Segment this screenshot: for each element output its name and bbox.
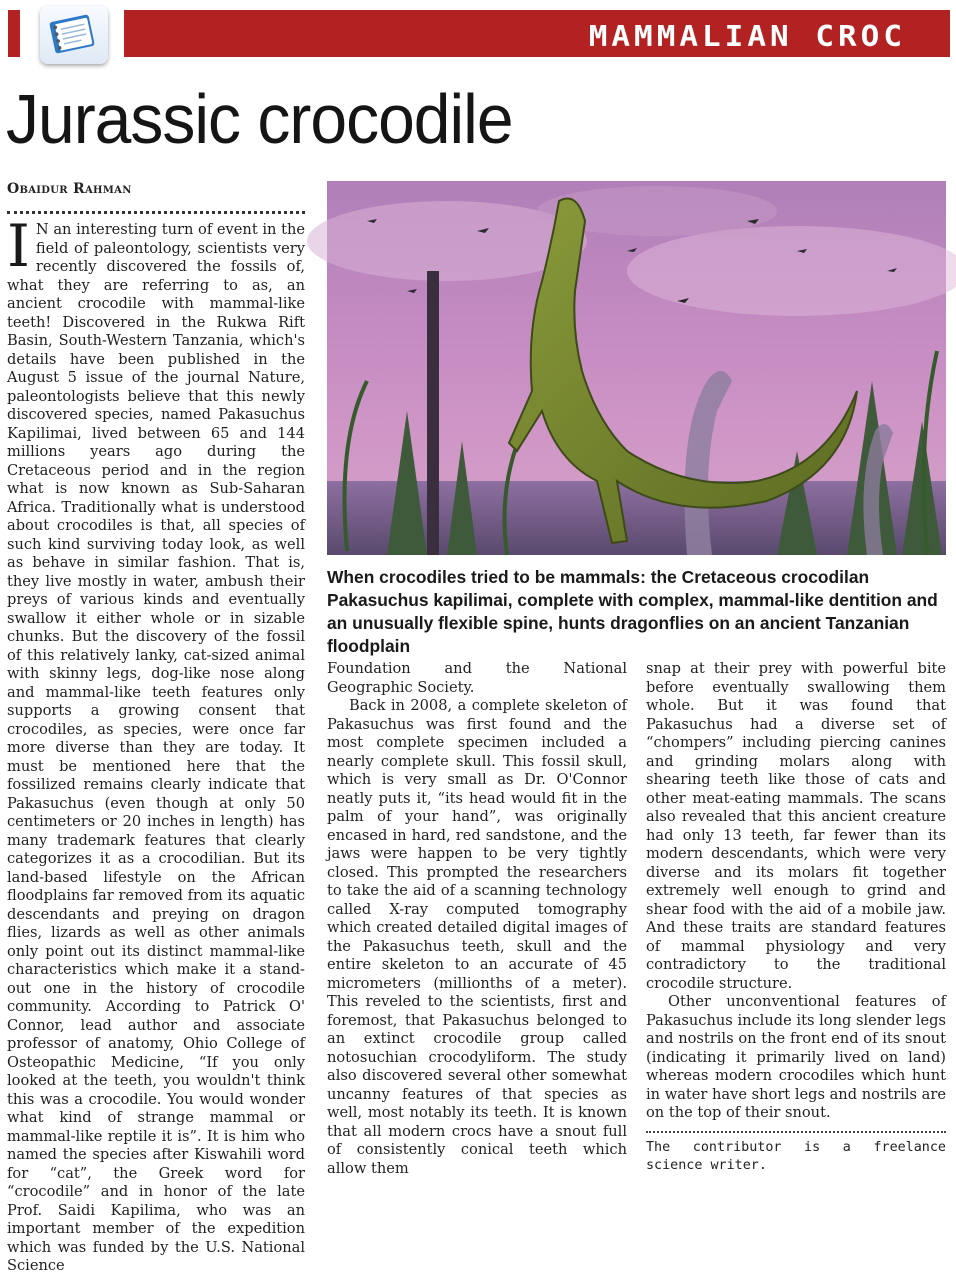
author-byline: Obaidur Rahman <box>7 181 132 197</box>
article-column-3 <box>646 660 946 1173</box>
drop-cap: I <box>7 212 30 280</box>
article-headline: Jurassic crocodile <box>6 79 513 158</box>
header-accent-bar-left <box>8 10 20 57</box>
article-column-2 <box>327 660 627 1177</box>
article-column-1 <box>7 212 305 1274</box>
column-3-paragraph: snap at their prey with powerful bite before eventually swallowing them whole. But it was found that Pakasuchus had a diverse set of “chompers” including piercing canines and grinding molars along with shearing teeth like those of cats and other meat-eating mammals. The scans also revealed that this ancient creature had only 13 teeth, far fewer than its modern descendants, which were very diverse and its molars fit together extremely well enough to grind and shear food with the aid of a mobile jaw. And these traits are standard features of mammal physiology and very contradictory to the traditional crocodile structure. <box>646 660 946 992</box>
notebook-icon <box>40 6 108 64</box>
figure-caption: When crocodiles tried to be mammals: the Cretaceous crocodilan Pakasuchus kapilimai, complete with complex, mammal-like dentition and an unusually flexible spine, hunts dragonflies on an ancient Tanzanian floodplain <box>327 567 938 656</box>
byline-divider <box>7 211 305 214</box>
section-label: MAMMALIAN CROC <box>588 20 906 54</box>
contributor-note: The contributor is a freelance science writer. <box>646 1139 946 1173</box>
column-2-paragraph: Foundation and the National Geographic Society. <box>327 660 627 696</box>
column-2-paragraph: Back in 2008, a complete skeleton of Pakasuchus was first found and the most complete specimen included a nearly complete skull. This fossil skull, which is very small as Dr. O'Connor neatly puts it, “its head would fit in the palm of your hand”, was originally encased in hard, red sandstone, and the jaws were happen to be very tightly closed. This prompted the researchers to take the aid of a scanning technology called X-ray computed tomography which created detailed digital images of the Pakasuchus teeth, skull and the entire skeleton to an accurate of 45 micrometers (millionths of a meter). This reveled to the scientists, first and foremost, that Pakasuchus belonged to an extinct crocodile group called notosuchian crocodyliform. The study also discovered several other somewhat uncanny features of that species as well, most notably its teeth. It is known that all modern crocs have a snout full of consistently conical teeth which allow them <box>327 697 627 1177</box>
header-banner <box>124 10 950 57</box>
column-1-text: N an interesting turn of event in the field of paleontology, scientists very recently discovered the fossils of, what they are referring to as, an ancient crocodile with mammal-like teeth! Discovered in the Rukwa Rift Basin, South-Western Tanzania, which's details have been published in the August 5 issue of the journal Nature, paleontologists believe that this newly discovered species, named Pakasuchus Kapilimai, lived between 65 and 144 millions years ago during the Cretaceous period and in the region what is now known as Sub-Saharan Africa. Traditionally what is understood about crocodiles is that, all species of such kind surviving today look, as well as behave in similar fashion. That is, they live mostly in water, ambush their preys of various kinds and eventually swallow it either whole or in sizable chunks. But the discovery of the fossil of this relatively lanky, cat-sized animal with skinny legs, dog-like nose along and mammal-like teeth features only supports a growing consent that crocodiles, as species, were once far more diverse than they are today. It must be mentioned here that the fossilized remains clearly indicate that Pakasuchus (even though at only 50 centimeters or 20 inches in length) has many trademark features that clearly categorizes it as a crocodilian. But its land-based lifestyle on the African floodplains far removed from its aquatic descendants and preying on dragon flies, lizards as well as other animals only point out its distinct mammal-like characteristics which make it a stand-out one in the history of crocodile community. According to Patrick O' Connor, lead author and associate professor of anatomy, Ohio College of Osteopathic Medicine, “If you only looked at the teeth, you wouldn't think this was a crocodile. You would wonder what kind of strange mammal or mammal-like reptile it is”. It is him who named the species after Kiswahili word for “cat”, the Greek word for “crocodile” and in honor of the late Prof. Saidi Kapilima, who was an important member of the expedition which was funded by the U.S. National Science <box>7 221 305 1274</box>
column-3-paragraph: Other unconventional features of Pakasuchus include its long slender legs and nostrils on the front end of its snout (indicating it primarily lived on land) whereas modern crocodiles which hunt in water have short legs and nostrils are on the top of their snout. <box>646 993 946 1121</box>
footer-divider <box>646 1131 946 1133</box>
article-illustration <box>327 181 946 555</box>
